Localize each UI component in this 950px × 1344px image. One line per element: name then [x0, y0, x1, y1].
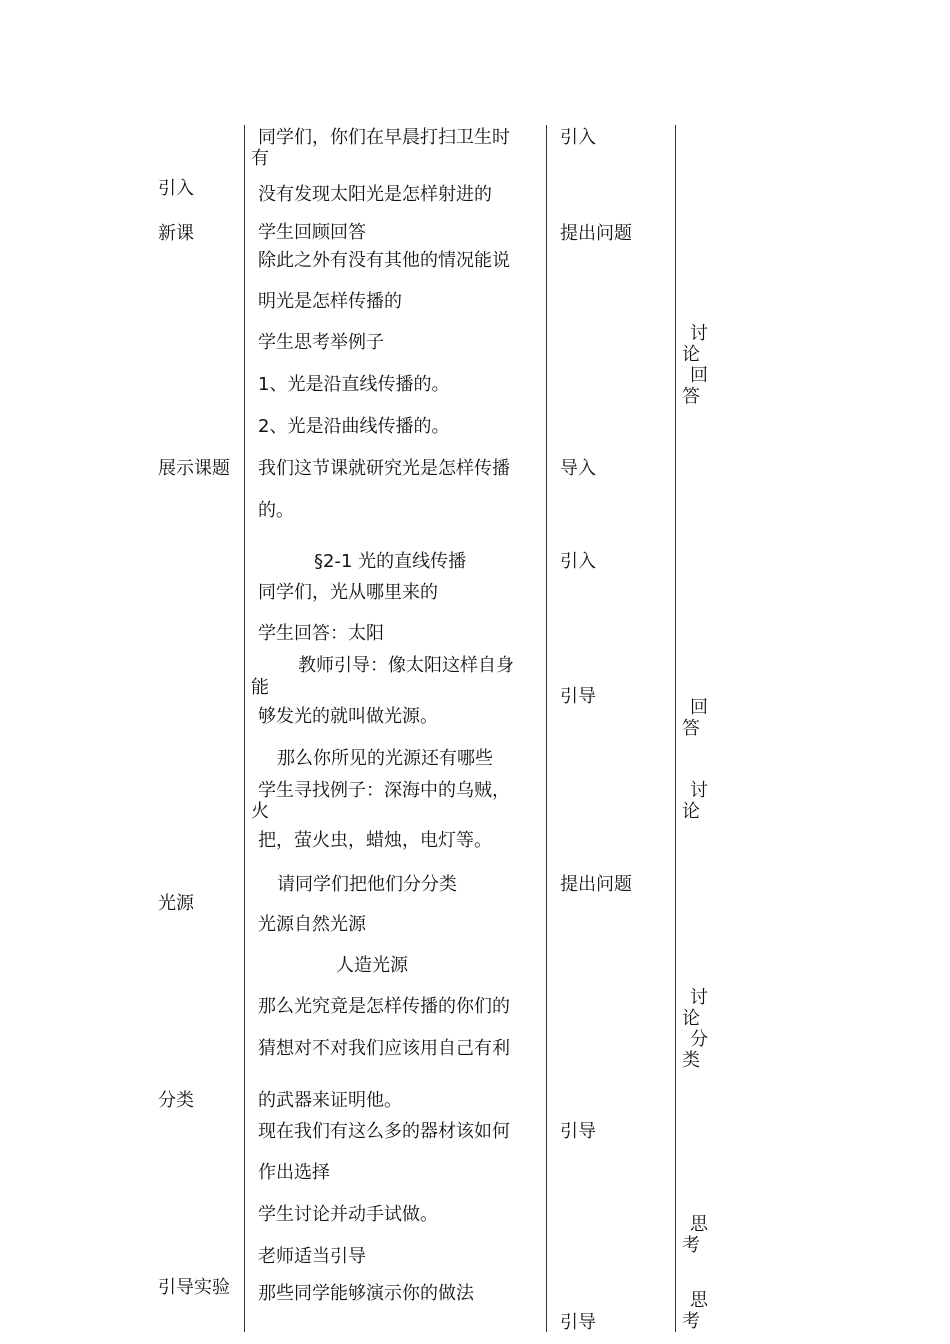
content-line: 学生思考举例子: [258, 332, 384, 353]
teacher-activity: 引导: [560, 1312, 596, 1333]
section-heading: §2-1 光的直线传播: [314, 551, 467, 572]
teacher-activity: 提出问题: [560, 874, 632, 895]
content-line: 够发光的就叫做光源。: [258, 706, 438, 727]
content-line: 的武器来证明他。: [258, 1090, 402, 1111]
student-activity: 思 考: [682, 1214, 708, 1256]
stage-light-source: 光源: [158, 893, 194, 914]
content-line: 有: [251, 148, 269, 169]
teacher-activity: 导入: [560, 458, 596, 479]
content-line: 除此之外有没有其他的情况能说: [258, 250, 510, 271]
content-line: 学生寻找例子：深海中的乌贼，: [258, 780, 510, 801]
content-line-clipped: 没有发现太阳光是怎样射进的: [258, 184, 492, 205]
content-line: 明光是怎样传播的: [258, 291, 402, 312]
teacher-activity: 引导: [560, 1121, 596, 1142]
content-line: 同学们，光从哪里来的: [258, 582, 438, 603]
content-line: 我们这节课就研究光是怎样传播: [258, 458, 510, 479]
content-line: 光源自然光源: [258, 914, 366, 935]
student-activity: 回 答: [682, 697, 708, 739]
student-activity: 讨 论 回 答: [682, 323, 708, 407]
content-line: 2、光是沿曲线传播的。: [258, 416, 450, 437]
content-line: 作出选择: [258, 1162, 330, 1183]
stage-new-lesson: 新课: [158, 223, 194, 244]
content-line: 学生回答：太阳: [258, 623, 384, 644]
content-line: 教师引导：像太阳这样自身: [298, 655, 514, 676]
content-line: 的。: [258, 500, 294, 521]
content-line: 猜想对不对我们应该用自己有利: [258, 1038, 510, 1059]
content-line: 把，萤火虫，蜡烛，电灯等。: [258, 830, 492, 851]
content-line: 老师适当引导: [258, 1246, 366, 1267]
content-line: 人造光源: [336, 955, 408, 976]
stage-classify: 分类: [158, 1090, 194, 1111]
content-line: 请同学们把他们分分类: [277, 874, 457, 895]
student-activity: 讨 论: [682, 780, 708, 822]
content-line: 能: [251, 677, 269, 698]
student-activity: 思 考: [682, 1290, 708, 1332]
content-line: 1、光是沿直线传播的。: [258, 374, 450, 395]
content-line: 学生讨论并动手试做。: [258, 1204, 438, 1225]
teacher-activity: 引入: [560, 127, 596, 148]
content-line: 火: [251, 801, 269, 822]
content-line: 那些同学能够演示你的做法: [258, 1283, 474, 1304]
teacher-activity: 提出问题: [560, 223, 632, 244]
teacher-activity: 引导: [560, 686, 596, 707]
stage-intro: 引入: [158, 178, 194, 199]
stage-show-topic: 展示课题: [158, 458, 230, 479]
content-line: 现在我们有这么多的器材该如何: [258, 1121, 510, 1142]
content-line: 那么光究竟是怎样传播的你们的: [258, 996, 510, 1017]
student-activity: 讨 论 分 类: [682, 987, 708, 1071]
stage-guided-experiment: 引导实验: [158, 1277, 230, 1298]
content-line: 同学们，你们在早晨打扫卫生时: [258, 127, 510, 148]
content-line: 学生回顾回答: [258, 222, 366, 243]
content-line: 那么你所见的光源还有哪些: [277, 748, 493, 769]
teacher-activity: 引入: [560, 551, 596, 572]
